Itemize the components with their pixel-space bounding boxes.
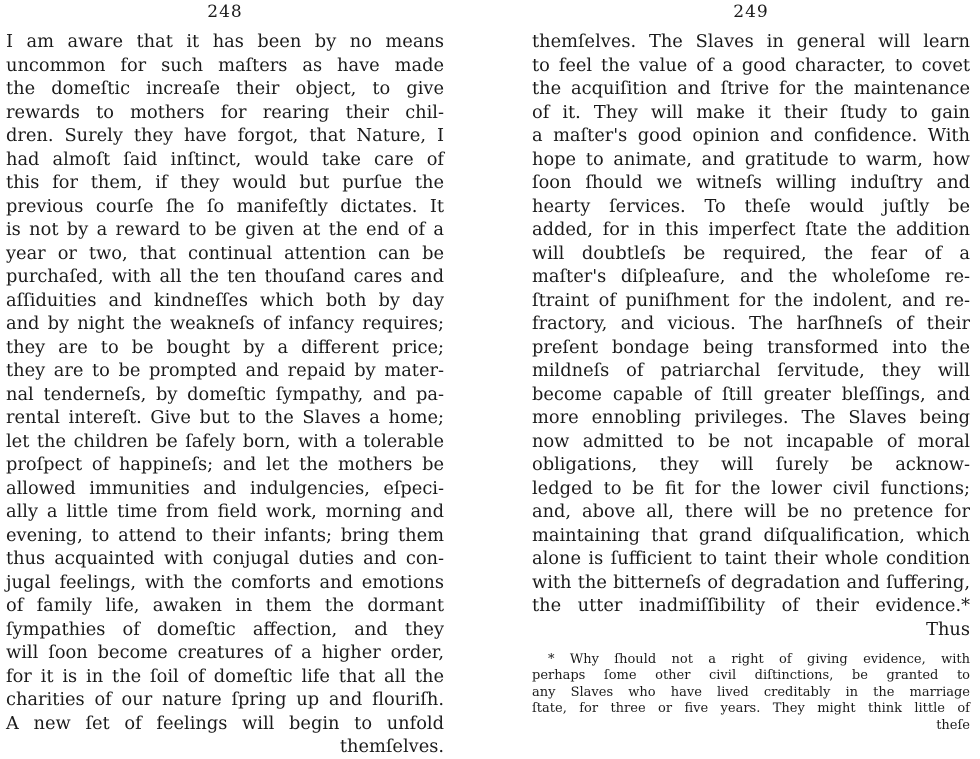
text-line: rewards to mothers for rearing their chil- bbox=[6, 101, 444, 123]
right-page-body bbox=[532, 30, 970, 641]
text-line: let the children be ſafely born, with a tolerable bbox=[6, 430, 444, 452]
footnote-line: * Why ſhould not a right of giving evidence, with bbox=[548, 652, 970, 667]
text-line: hope to animate, and gratitude to warm, how bbox=[532, 148, 970, 170]
text-line: rental intereſt. Give but to the Slaves a home; bbox=[6, 407, 444, 428]
text-line: maintaining that grand diſqualification, which bbox=[532, 524, 970, 546]
text-line: the domeſtic increaſe their object, to give bbox=[6, 78, 444, 99]
text-line: they are to be prompted and repaid by mater- bbox=[6, 360, 444, 381]
text-line: had almoſt ſaid inſtinct, would take care of bbox=[6, 148, 444, 170]
text-line: now admitted to be not incapable of moral bbox=[532, 430, 970, 452]
text-line: year or two, that continual attention can be bbox=[6, 242, 444, 264]
text-line: ledged to be fit for the lower civil functions; bbox=[532, 477, 970, 499]
text-line: with the bitterneſs of degradation and ſuffering, bbox=[532, 571, 970, 593]
text-line: ally a little time from field work, morning and bbox=[6, 501, 444, 522]
text-line: will ſoon become creatures of a higher order, bbox=[6, 642, 444, 663]
text-line: for it is in the ſoil of domeſtic life that all the bbox=[6, 665, 444, 687]
text-line: fractory, and vicious. The harſhneſs of their bbox=[532, 313, 970, 334]
text-line: a maſter's good opinion and confidence. With bbox=[532, 125, 970, 146]
text-line: the utter inadmiſſibility of their evidence.* bbox=[532, 595, 970, 616]
catchword: themſelves. bbox=[339, 736, 444, 757]
footnote-line: any Slaves who have lived creditably in the marriage bbox=[532, 684, 970, 700]
text-line: I am aware that it has been by no means bbox=[6, 31, 444, 52]
text-line: A new ſet of feelings will begin to unfold bbox=[6, 712, 444, 734]
footnote bbox=[532, 652, 970, 734]
text-line: will doubtleſs be required, the fear of a bbox=[532, 242, 970, 264]
text-line: of it. They will make it their ſtudy to gain bbox=[532, 101, 970, 123]
text-line: aſſiduities and kindneſſes which both by day bbox=[6, 289, 444, 311]
text-line: they are to be bought by a different price; bbox=[6, 336, 444, 358]
text-line: nal tenderneſs, by domeſtic ſympathy, and pa- bbox=[6, 383, 444, 405]
text-line: is not by a reward to be given at the end of a bbox=[6, 219, 444, 240]
text-line: and, above all, there will be no pretence for bbox=[532, 501, 970, 522]
text-line: added, for in this imperfect ſtate the addition bbox=[532, 219, 970, 240]
text-line: obligations, they will ſurely be acknow- bbox=[532, 454, 970, 475]
right-page-number: 249 bbox=[733, 2, 769, 22]
text-line: maſter's diſpleaſure, and the wholeſome re- bbox=[532, 266, 970, 287]
text-line: allowed immunities and indulgencies, eſpeci- bbox=[6, 477, 444, 499]
text-line: become capable of ſtill greater bleſſings, and bbox=[532, 383, 970, 405]
text-line: previous courſe ſhe ſo manifeſtly dictates. It bbox=[6, 195, 444, 217]
left-page-number: 248 bbox=[207, 2, 243, 22]
text-line: charities of our nature ſpring up and flouriſh. bbox=[6, 689, 444, 710]
text-line: this for them, if they would but purſue the bbox=[6, 172, 444, 193]
footnote-catchword: theſe bbox=[936, 717, 970, 733]
text-line: hearty ſervices. To theſe would juſtly be bbox=[532, 195, 970, 217]
footnote-line: perhaps ſome other civil diſtinctions, be granted to bbox=[532, 668, 970, 684]
catchword: Thus bbox=[926, 618, 970, 640]
text-line: alone is ſufficient to taint their whole condition bbox=[532, 548, 970, 569]
text-line: uncommon for such maſters as have made bbox=[6, 54, 444, 76]
text-line: ſtraint of puniſhment for the indolent, and re- bbox=[532, 289, 970, 311]
text-line: and by night the weakneſs of infancy requires; bbox=[6, 313, 444, 334]
text-line: the acquiſition and ſtrive for the maintenance bbox=[532, 78, 970, 99]
text-line: themſelves. The Slaves in general will learn bbox=[532, 31, 970, 52]
text-line: of family life, awaken in them the dormant bbox=[6, 595, 444, 616]
footnote-line: ſtate, for three or five years. They might think little of bbox=[532, 701, 970, 717]
text-line: proſpect of happineſs; and let the mothers be bbox=[6, 454, 444, 475]
text-line: dren. Surely they have forgot, that Nature, I bbox=[6, 125, 444, 146]
text-line: ſympathies of domeſtic affection, and they bbox=[6, 618, 444, 640]
text-line: preſent bondage being transformed into the bbox=[532, 336, 970, 358]
text-line: more ennobling privileges. The Slaves being bbox=[532, 407, 970, 428]
text-line: to feel the value of a good character, to covet bbox=[532, 54, 970, 76]
left-page-body bbox=[6, 30, 444, 759]
text-line: purchaſed, with all the ten thouſand cares and bbox=[6, 266, 444, 287]
text-line: jugal feelings, with the comforts and emotions bbox=[6, 571, 444, 593]
text-line: mildneſs of patriarchal ſervitude, they will bbox=[532, 360, 970, 381]
text-line: ſoon ſhould we witneſs willing induſtry and bbox=[532, 172, 970, 193]
text-line: thus acquainted with conjugal duties and con- bbox=[6, 548, 444, 569]
text-line: evening, to attend to their infants; bring them bbox=[6, 524, 444, 546]
